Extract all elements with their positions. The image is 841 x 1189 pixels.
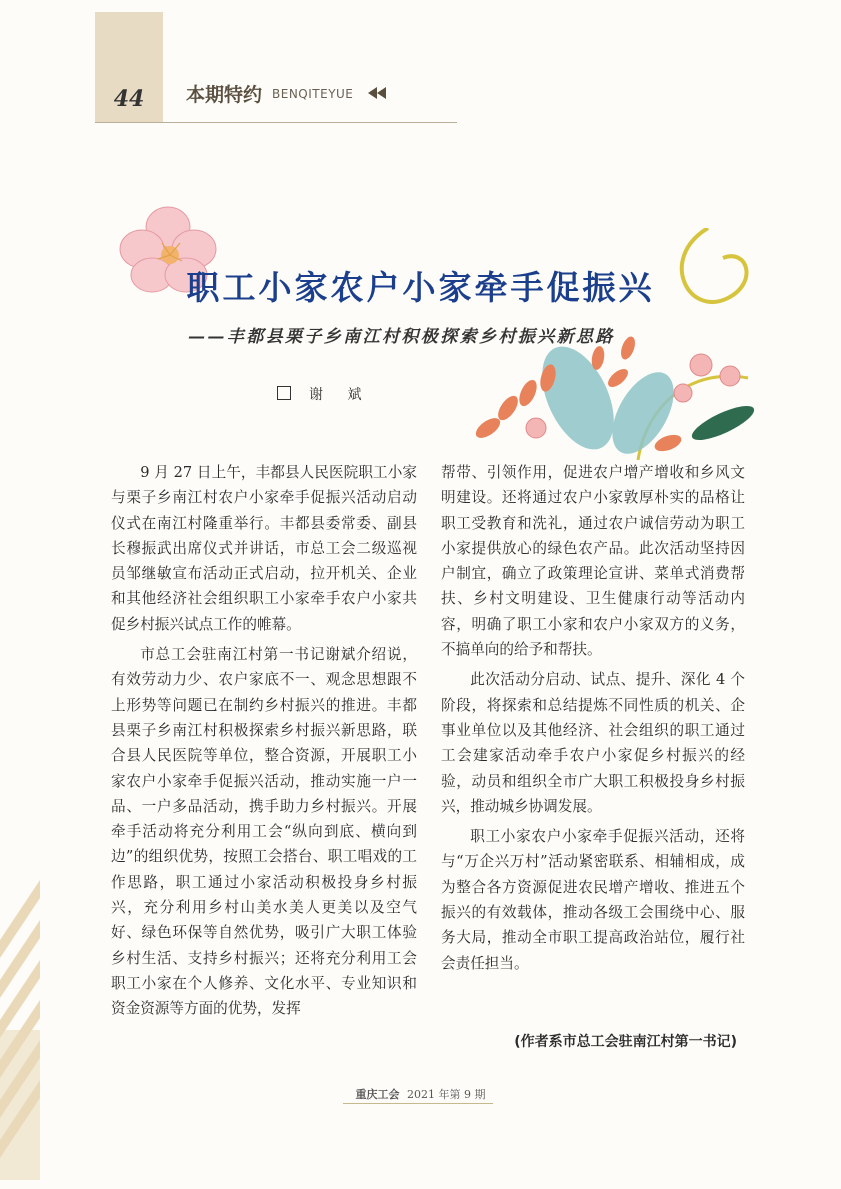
page-number-block <box>95 12 163 122</box>
double-left-arrow-icon <box>368 87 388 99</box>
byline <box>277 384 371 404</box>
article-title: 职工小家农户小家牵手促振兴 <box>186 268 655 307</box>
right-column <box>441 460 745 976</box>
issue-number: 2021 年第 9 期 <box>407 1088 486 1101</box>
magazine-name: 重庆工会 <box>355 1088 400 1101</box>
diagonal-stripes-decoration <box>0 880 40 1180</box>
body-paragraph-continued: 帮带、引领作用，促进农户增产增收和乡风文明建设。还将通过农户小家敦厚朴实的品格让职工受教育和洗礼，通过农户诚信劳动为职工小家提供放心的绿色农产品。此次活动坚持因户制宜，确立了政策理论宣讲、菜单式消费帮扶、乡村文明建设、卫生健康行动等活动内容，明确了职工小家和农户小家双方的义务，不搞单向的给予和帮扶。 <box>441 464 745 659</box>
header-divider <box>95 122 457 123</box>
left-column <box>111 460 417 1022</box>
section-pinyin: BENQITEYUE <box>272 87 354 101</box>
page-number: 44 <box>113 86 145 112</box>
body-paragraph: 职工小家农户小家牵手促振兴活动，还将与“万企兴万村”活动紧密联系、相辅相成，成为整合各方资源促进农民增产增收、推进五个振兴的有效载体，推动各级工会围绕中心、服务大局，推动全市职工提高政治站位，履行社会责任担当。 <box>441 828 745 972</box>
page-footer <box>0 1086 841 1102</box>
section-label: 本期特约 <box>186 84 263 106</box>
body-paragraph: 此次活动分启动、试点、提升、深化 4 个阶段，将探索和总结提炼不同性质的机关、企事业单位以及其他经济、社会组织的职工通过工会建家活动牵手农户小家促乡村振兴的经验，动员和组织全市广大职工积极投身乡村振兴，推动城乡协调发展。 <box>441 671 745 815</box>
body-paragraph: 9 月 27 日上午，丰都县人民医院职工小家与栗子乡南江村农户小家牵手促振兴活动启动仪式在南江村隆重举行。丰都县委常委、副县长穆振武出席仪式并讲话，市总工会二级巡视员邹继敏宣布活动正式启动，拉开机关、企业和其他经济社会组织职工小家牵手农户小家共促乡村振兴试点工作的帷幕。 <box>111 464 417 633</box>
article-subtitle: ——丰都县栗子乡南江村积极探索乡村振兴新思路 <box>188 327 615 347</box>
square-bullet-icon <box>277 386 291 400</box>
author-name: 谢 斌 <box>309 387 372 403</box>
body-paragraph: 市总工会驻南江村第一书记谢斌介绍说，有效劳动力少、农户家底不一、观念思想跟不上形势等问题已在制约乡村振兴的推进。丰都县栗子乡南江村积极探索乡村振兴新思路，联合县人民医院等单位，整合资源，开展职工小家农户小家牵手促振兴活动，推动实施一户一品、一户多品活动，携手助力乡村振兴。开展牵手活动将充分利用工会“纵向到底、横向到边”的组织优势，按照工会搭台、职工唱戏的工作思路，职工通过小家活动积极投身乡村振兴，充分利用乡村山美水美人更美以及空气好、绿色环保等自然优势，吸引广大职工体验乡村生活、支持乡村振兴；还将充分利用工会职工小家在个人修养、文化水平、专业知识和资金资源等方面的优势，发挥 <box>111 646 417 1018</box>
footer-divider <box>343 1103 493 1104</box>
author-note: (作者系市总工会驻南江村第一书记) <box>514 1034 737 1050</box>
